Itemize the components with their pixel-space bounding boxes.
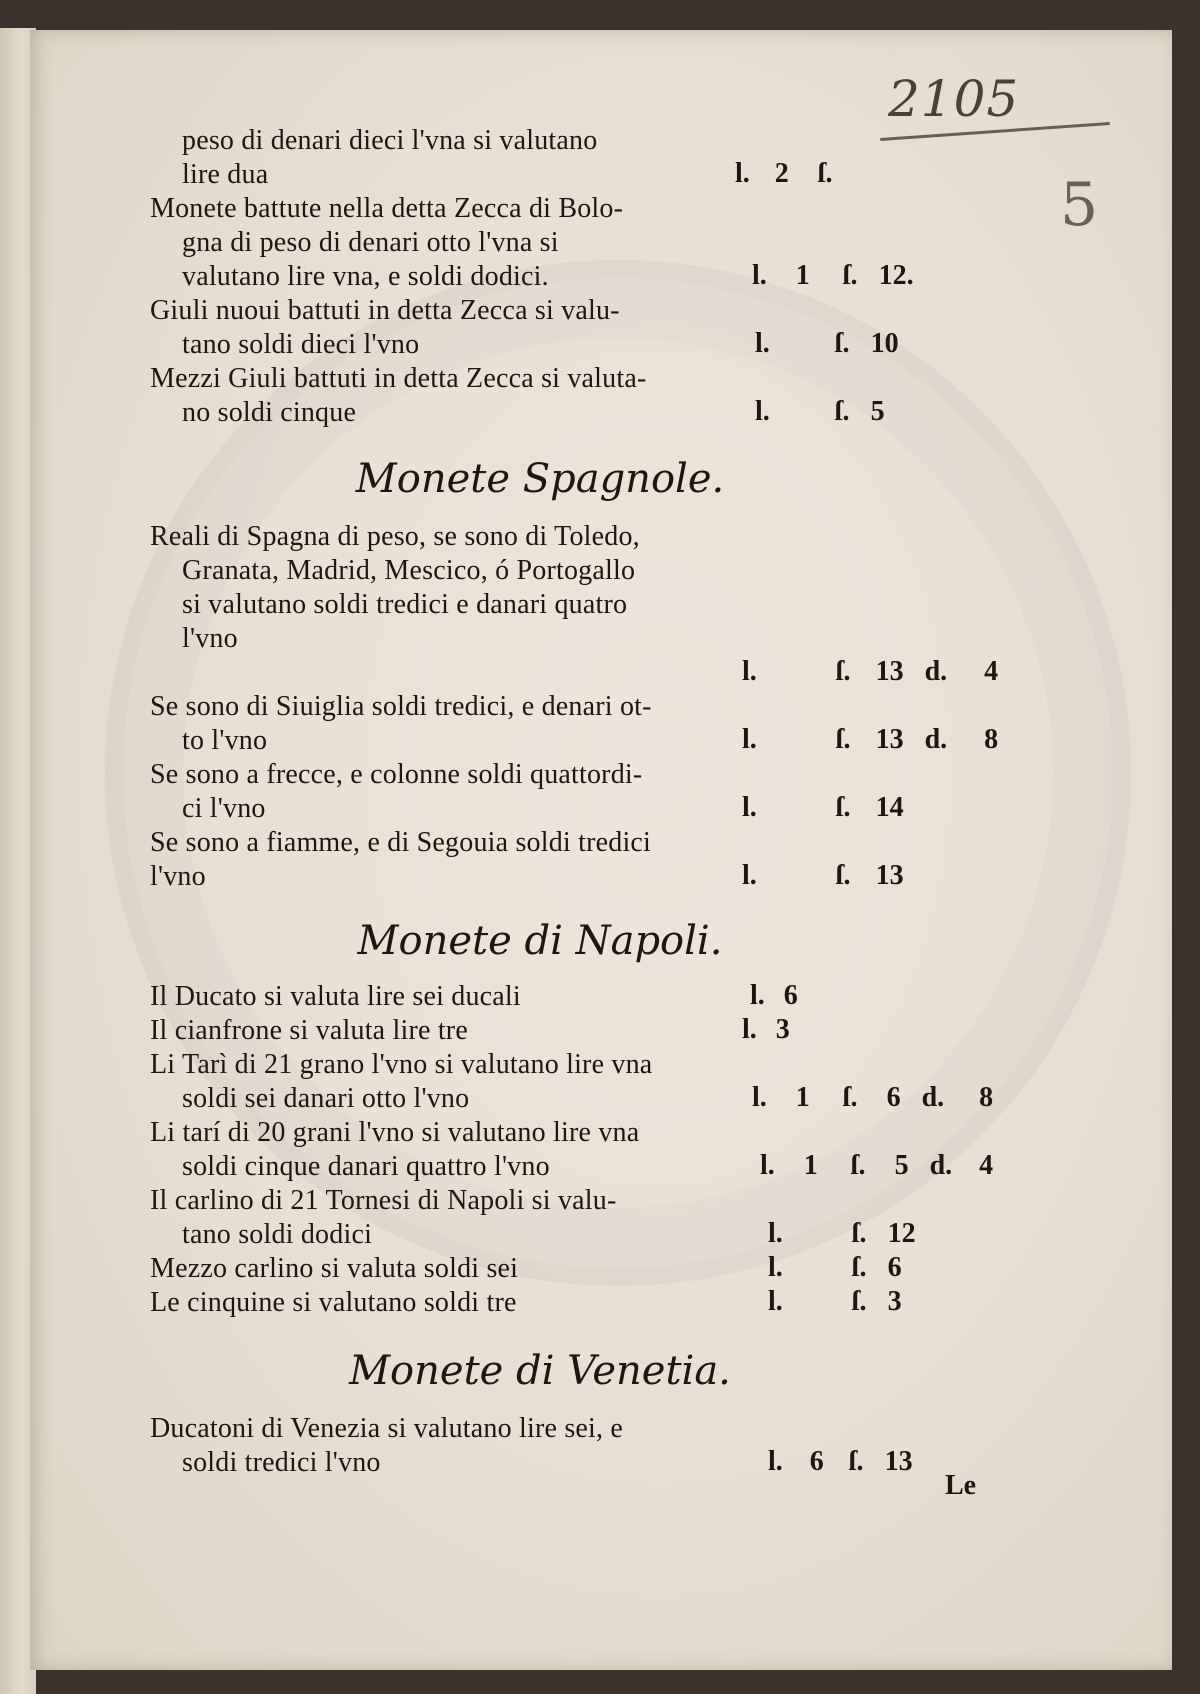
entry-line: Granata, Madrid, Mescico, ó Portogallo <box>182 555 636 586</box>
entry-frecce <box>150 758 642 826</box>
entry-line: Giuli nuoui battuti in detta Zecca si valu- <box>150 295 620 326</box>
value-unit: ſ. <box>842 260 858 291</box>
entry-line: soldi tredici l'vno <box>182 1447 381 1478</box>
entry-line: Il Ducato si valuta lire sei ducali <box>150 981 521 1012</box>
entry-line: si valutano soldi tredici e danari quatro <box>182 589 628 620</box>
value-unit: l. <box>755 396 770 427</box>
value-unit: ſ. <box>850 1150 866 1181</box>
value-unit: ſ. <box>835 656 851 687</box>
entry-line: tano soldi dieci l'vno <box>182 329 420 360</box>
value-unit: ſ. <box>851 1218 867 1249</box>
entry-line: Mezzo carlino si valuta soldi sei <box>150 1253 519 1284</box>
section-heading-spagnole: Monete Spagnole. <box>355 456 725 502</box>
value-number: 3 <box>775 1014 790 1045</box>
value-ducatoni <box>768 1446 913 1478</box>
value-fiamme <box>742 860 904 892</box>
entry-line: l'vno <box>182 623 238 654</box>
entry-line: no soldi cinque <box>182 397 357 428</box>
entry-line: Monete battute nella detta Zecca di Bolo- <box>150 193 624 224</box>
value-unit: ſ. <box>835 860 851 891</box>
value-unit: d. <box>929 1150 953 1181</box>
value-unit: ſ. <box>842 1082 858 1113</box>
entry-line: Reali di Spagna di peso, se sono di Toledo, <box>150 521 640 552</box>
value-cianfrone <box>742 1014 790 1046</box>
entry-line: Li Tarì di 21 grano l'vno si valutano lire vna <box>150 1049 653 1080</box>
handwritten-shelfmark: 2105 <box>888 70 1020 128</box>
entry-line: valutano lire vna, e soldi dodici. <box>182 261 549 292</box>
value-number: 6 <box>887 1252 902 1283</box>
value-number: 12. <box>878 260 914 291</box>
entry-line: soldi cinque danari quattro l'vno <box>182 1151 550 1182</box>
section-heading-napoli: Monete di Napoli. <box>357 918 723 964</box>
value-number: 14 <box>875 792 904 823</box>
entry-mezzo-carlino <box>150 1252 518 1286</box>
entry-line: peso di denari dieci l'vna si valutano <box>182 125 598 156</box>
entry-carlino <box>150 1184 617 1252</box>
value-unit: ſ. <box>848 1446 864 1477</box>
value-unit: l. <box>768 1218 783 1249</box>
value-unit: l. <box>742 792 757 823</box>
entry-line: Li tarí di 20 grani l'vno si valutano lire vna <box>150 1117 640 1148</box>
entry-ducato <box>150 980 521 1014</box>
book-page <box>30 30 1172 1670</box>
entry-line: gna di peso di denari otto l'vna si <box>182 227 559 258</box>
value-unit: l. <box>750 980 765 1011</box>
value-number: 6 <box>886 1082 901 1113</box>
entry-tari-20 <box>150 1116 639 1184</box>
entry-ducatoni <box>150 1412 623 1480</box>
value-frecce <box>742 792 904 824</box>
entry-line: Il cianfrone si valuta lire tre <box>150 1015 468 1046</box>
entry-line: Se sono di Siuiglia soldi tredici, e denari ot- <box>150 691 652 722</box>
entry-line: Se sono a fiamme, e di Segouia soldi tredici <box>150 827 652 858</box>
value-number: 13 <box>884 1446 913 1477</box>
value-number: 13 <box>875 860 904 891</box>
value-unit: l. <box>742 656 757 687</box>
value-unit: ſ. <box>835 724 851 755</box>
value-unit: ſ. <box>851 1286 867 1317</box>
entry-line: Mezzi Giuli battuti in detta Zecca si valuta- <box>150 363 647 394</box>
value-unit: l. <box>760 1150 775 1181</box>
value-number: 1 <box>795 1082 810 1113</box>
value-cinquine <box>768 1286 902 1318</box>
value-number: 4 <box>979 1150 994 1181</box>
value-unit: l. <box>735 158 750 189</box>
entry-mezzi-giuli <box>150 362 646 430</box>
value-number: 2 <box>774 158 789 189</box>
catchword: Le <box>945 1470 977 1501</box>
value-number: 8 <box>984 724 999 755</box>
entry-cianfrone <box>150 1014 468 1048</box>
value-bologna-peso <box>735 158 833 190</box>
value-number: 13 <box>875 724 904 755</box>
value-number: 3 <box>887 1286 902 1317</box>
page-text <box>30 30 1172 1670</box>
value-unit: l. <box>742 860 757 891</box>
entry-line: to l'vno <box>182 725 268 756</box>
value-number: 5 <box>894 1150 909 1181</box>
value-unit: l. <box>768 1252 783 1283</box>
entry-line: tano soldi dodici <box>182 1219 373 1250</box>
value-number: 8 <box>979 1082 994 1113</box>
entry-bologna-otto <box>150 192 623 294</box>
entry-line: Ducatoni di Venezia si valutano lire sei, e <box>150 1413 624 1444</box>
entry-line: ci l'vno <box>182 793 266 824</box>
value-unit: ſ. <box>834 396 850 427</box>
value-number: 1 <box>803 1150 818 1181</box>
value-unit: l. <box>752 260 767 291</box>
value-number: 12 <box>887 1218 916 1249</box>
value-unit: d. <box>924 724 948 755</box>
entry-siuiglia <box>150 690 652 758</box>
value-number: 1 <box>795 260 810 291</box>
folio-number: 5 <box>1060 170 1099 240</box>
section-heading-venetia: Monete di Venetia. <box>349 1348 731 1394</box>
entry-reali-spagna <box>150 520 640 656</box>
entry-line: Se sono a frecce, e colonne soldi quattordi- <box>150 759 643 790</box>
value-number: 6 <box>809 1446 824 1477</box>
entry-line: soldi sei danari otto l'vno <box>182 1083 470 1114</box>
entry-line: l'vno <box>150 861 206 892</box>
value-tari-20 <box>760 1150 993 1182</box>
value-tari-21 <box>752 1082 993 1114</box>
value-unit: ſ. <box>835 792 851 823</box>
value-unit: l. <box>768 1286 783 1317</box>
value-unit: l. <box>752 1082 767 1113</box>
value-giuli <box>755 328 899 360</box>
value-unit: l. <box>742 724 757 755</box>
entry-cinquine <box>150 1286 517 1320</box>
value-unit: ſ. <box>851 1252 867 1283</box>
entry-line: Il carlino di 21 Tornesi di Napoli si valu- <box>150 1185 617 1216</box>
value-number: 5 <box>870 396 885 427</box>
value-unit: d. <box>924 656 948 687</box>
value-reali-spagna <box>742 656 998 688</box>
value-unit: l. <box>768 1446 783 1477</box>
value-unit: d. <box>921 1082 945 1113</box>
value-bologna-otto <box>752 260 914 292</box>
entry-bologna-peso <box>150 124 597 192</box>
value-number: 6 <box>783 980 798 1011</box>
value-mezzi-giuli <box>755 396 885 428</box>
value-unit: l. <box>742 1014 757 1045</box>
value-carlino <box>768 1218 916 1250</box>
value-mezzo-carlino <box>768 1252 902 1284</box>
value-number: 10 <box>870 328 899 359</box>
entry-fiamme <box>150 826 651 894</box>
entry-tari-21 <box>150 1048 652 1116</box>
value-unit: ſ. <box>834 328 850 359</box>
value-number: 13 <box>875 656 904 687</box>
value-unit: l. <box>755 328 770 359</box>
value-unit: ſ. <box>817 158 833 189</box>
entry-line: Le cinquine si valutano soldi tre <box>150 1287 517 1318</box>
entry-giuli <box>150 294 620 362</box>
value-number: 4 <box>984 656 999 687</box>
value-ducato <box>750 980 798 1012</box>
entry-line: lire dua <box>182 159 269 190</box>
value-siuiglia <box>742 724 998 756</box>
